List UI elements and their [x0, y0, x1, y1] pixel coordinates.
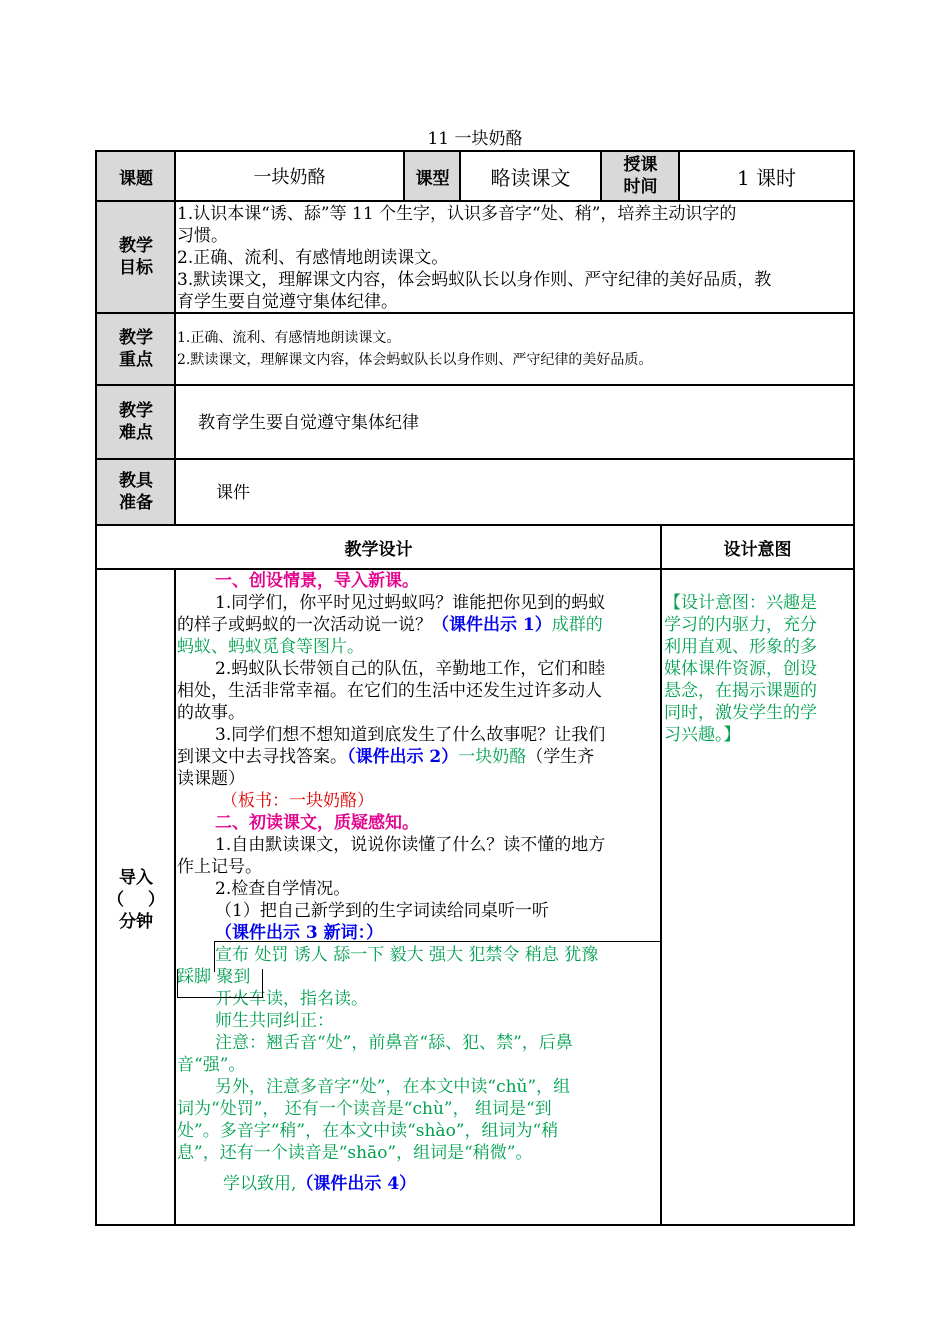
courseware-ref: （课件出示 4） — [296, 1174, 417, 1194]
section-title: 二、初读课文，质疑感知。 — [215, 813, 419, 833]
teaching-content — [177, 570, 661, 1195]
text-span: 到课文中去寻找答案。 — [177, 747, 347, 767]
table-border — [95, 384, 855, 386]
time-label-line1: 授课 — [623, 155, 658, 175]
type-value: 略读课文 — [490, 165, 571, 190]
type-label: 课型 — [415, 168, 450, 189]
section-label-line2: （ ） — [107, 890, 165, 910]
text-span: 学以致用, — [223, 1174, 297, 1194]
paragraph-line: 词为“处罚”， 还有一个读音是“chù”， 组词是“到 — [177, 1099, 552, 1119]
section-label-line3: 分钟 — [119, 912, 153, 932]
difficulties-label — [97, 386, 175, 458]
goals-line: 3.默读课文，理解课文内容，体会蚂蚁队长以身作则、严守纪律的美好品质，教 — [177, 270, 772, 290]
paragraph-line: 师生共同纠正： — [215, 1011, 334, 1031]
time-label-line2: 时间 — [623, 177, 658, 197]
text-span: 一块奶酪 — [458, 747, 527, 767]
tools-label — [97, 460, 175, 524]
courseware-ref: （课件出示 3 新词：） — [215, 923, 384, 943]
table-border — [853, 150, 855, 1226]
paragraph-line — [177, 1173, 661, 1195]
paragraph-line: 1.自由默读课文，说说你读懂了什么？读不懂的地方 — [215, 835, 606, 855]
word-list-frame — [177, 969, 263, 998]
paragraph-line: 的故事。 — [177, 703, 245, 723]
goals-line: 育学生要自觉遵守集体纪律。 — [177, 292, 398, 312]
paragraph-line: 3.同学们想不想知道到底发生了什么故事呢？让我们 — [215, 725, 606, 745]
paragraph-line: 另外，注意多音字“处”，在本文中读“chǔ”，组 — [215, 1077, 571, 1097]
intent-line: 媒体课件资源，创设 — [664, 659, 817, 679]
paragraph-line: 开火车读，指名读。 — [215, 989, 368, 1009]
keypoints-line: 1.正确、流利、有感情地朗读课文。 — [177, 330, 401, 346]
paragraph-line: 相处，生活非常幸福。在它们的生活中还发生过许多动人 — [177, 681, 602, 701]
intent-line: 学习的内驱力，充分 — [664, 615, 817, 635]
intent-line: 习兴趣。】 — [664, 725, 741, 745]
difficulties-label-line2: 难点 — [119, 423, 153, 443]
paragraph-line — [177, 746, 661, 768]
paragraph-line: 2.检查自学情况。 — [215, 879, 351, 899]
paragraph-line: （1）把自己新学到的生字词读给同桌听一听 — [215, 901, 549, 921]
keypoints-label-line2: 重点 — [119, 350, 153, 370]
paragraph-line: 处”。多音字“稍”，在本文中读“shào”，组词为“稍 — [177, 1121, 559, 1141]
topic-value: 一块奶酪 — [253, 167, 326, 188]
section-label — [97, 860, 175, 940]
keypoints-line: 2.默读课文，理解课文内容，体会蚂蚁队长以身作则、严守纪律的美好品质。 — [177, 352, 653, 368]
tools-content: 课件 — [216, 483, 250, 503]
text-span: 的样子或蚂蚁的一次活动说一说？ — [177, 615, 432, 635]
paragraph-line: 蚂蚁、蚂蚁觅食等图片。 — [177, 637, 364, 657]
goals-line: 1.认识本课“诱、舔”等 11 个生字，认识多音字“处、稍”，培养主动识字的 — [177, 204, 737, 224]
goals-label-line2: 目标 — [119, 258, 153, 278]
intent-header: 设计意图 — [723, 539, 792, 560]
board-note: （板书：一块奶酪） — [221, 791, 374, 811]
table-border — [95, 458, 855, 460]
keypoints-content — [177, 327, 853, 371]
word-list: 宣布 处罚 诱人 舔一下 毅大 强大 犯禁令 稍息 犹豫 — [215, 945, 599, 965]
paragraph-line: 作上记号。 — [177, 857, 262, 877]
intent-line: 同时，激发学生的学 — [664, 703, 817, 723]
courseware-ref: （课件出示 1） — [432, 615, 552, 635]
paragraph-line: 音“强”。 — [177, 1055, 246, 1075]
tools-label-line2: 准备 — [119, 493, 153, 513]
keypoints-label-line1: 教学 — [119, 328, 153, 348]
document-title: 11 一块奶酪 — [427, 129, 523, 149]
tools-label-line1: 教具 — [119, 471, 153, 491]
design-intent — [664, 592, 852, 746]
courseware-ref: （课件出示 2） — [347, 747, 459, 767]
section-label-line1: 导入 — [119, 868, 153, 888]
word-list-frame — [214, 941, 662, 972]
topic-label: 课题 — [119, 168, 153, 189]
goals-line: 2.正确、流利、有感情地朗读课文。 — [177, 248, 449, 268]
time-label — [602, 152, 679, 200]
paragraph-line: 注意：翘舌音“处”，前鼻音“舔、犯、禁”，后鼻 — [215, 1033, 573, 1053]
word-list: 踩脚 聚到 — [177, 967, 251, 987]
intent-line: 利用直观、形象的多 — [664, 637, 817, 657]
goals-label — [97, 202, 175, 312]
goals-line: 习惯。 — [177, 226, 228, 246]
paragraph-line: 1.同学们，你平时见过蚂蚁吗？谁能把你见到的蚂蚁 — [215, 593, 606, 613]
table-border — [95, 200, 855, 202]
design-header: 教学设计 — [344, 539, 413, 560]
table-border — [95, 1224, 855, 1226]
difficulties-content: 教育学生要自觉遵守集体纪律 — [198, 413, 419, 433]
difficulties-label-line1: 教学 — [119, 401, 153, 421]
text-span: 成群的 — [551, 615, 603, 635]
goals-label-line1: 教学 — [119, 236, 153, 256]
keypoints-label — [97, 314, 175, 384]
intent-line: 悬念，在揭示课题的 — [664, 681, 817, 701]
section-title: 一、创设情景，导入新课。 — [215, 571, 419, 591]
paragraph-line: 读课题） — [177, 769, 245, 789]
goals-content — [177, 203, 853, 313]
text-span: （学生齐 — [526, 747, 595, 767]
paragraph-line — [177, 614, 661, 636]
time-value: 1 课时 — [736, 165, 797, 190]
paragraph-line: 息”，还有一个读音是“shāo”，组词是“稍微”。 — [177, 1143, 533, 1163]
paragraph-line: 2.蚂蚁队长带领自己的队伍，辛勤地工作，它们和睦 — [215, 659, 606, 679]
intent-line: 【设计意图：兴趣是 — [664, 593, 817, 613]
